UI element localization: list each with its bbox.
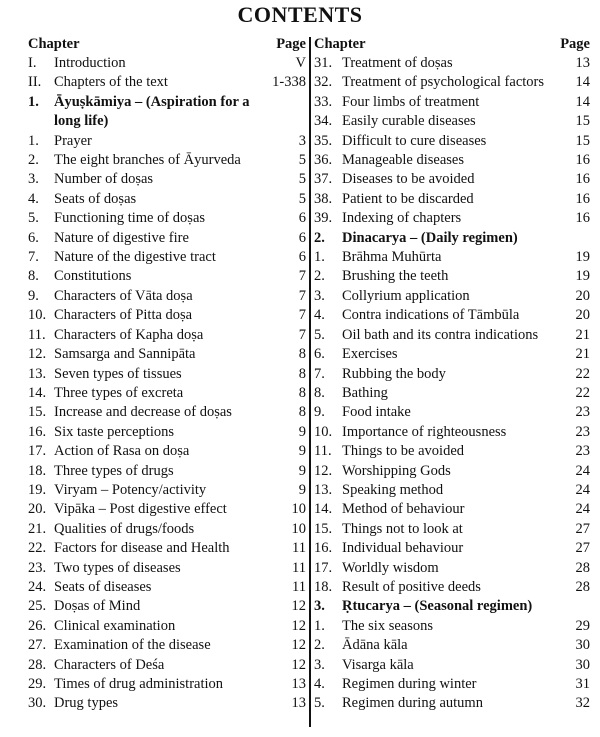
entry-number: 2. [314, 637, 325, 654]
page-heading: Page [560, 36, 590, 52]
entry-page-number: 24 [575, 481, 590, 498]
entry-page-number: 12 [291, 637, 306, 654]
entry-page-number: 21 [575, 346, 590, 363]
toc-list-right [314, 54, 590, 714]
entry-number: 14. [28, 384, 47, 401]
entry-page-number: 23 [575, 423, 590, 440]
entry-title: Factors for disease and Health [54, 540, 230, 557]
entry-number: 15. [314, 520, 333, 537]
entry-title: Exercises [342, 346, 398, 363]
entry-number: 37. [314, 171, 333, 188]
toc-entry [314, 520, 590, 539]
entry-title: Characters of Kapha doṣa [54, 326, 204, 343]
toc-entry [28, 403, 306, 422]
entry-title: Examination of the disease [54, 637, 211, 654]
entry-number: 30. [28, 695, 47, 712]
entry-number: 4. [314, 676, 325, 692]
right-column [314, 35, 590, 714]
toc-entry [314, 365, 590, 384]
entry-number: 6. [28, 229, 39, 246]
toc-entry [28, 597, 306, 616]
entry-page-number: 13 [575, 55, 590, 71]
entry-title: Dinacarya – (Daily regimen) [342, 229, 518, 246]
toc-entry [28, 384, 306, 403]
entry-number: 9. [28, 287, 39, 304]
entry-number: 8. [314, 384, 325, 401]
entry-page-number: 14 [575, 93, 590, 110]
entry-page-number: 32 [575, 695, 590, 712]
entry-number: 24. [28, 578, 47, 595]
toc-entry [28, 229, 306, 248]
entry-title: Individual behaviour [342, 540, 464, 557]
toc-entry [314, 578, 590, 597]
entry-title: Drug types [54, 695, 119, 712]
entry-page-number: 7 [298, 287, 306, 304]
entry-page-number: 9 [298, 443, 306, 460]
entry-title: Characters of Deśa [54, 656, 165, 673]
entry-number: 5. [314, 326, 325, 343]
column-divider [309, 37, 311, 727]
entry-page-number: 7 [298, 268, 306, 285]
toc-entry [28, 326, 306, 345]
entry-title: Seats of diseases [54, 578, 152, 595]
entry-page-number: 28 [575, 578, 590, 595]
entry-page-number: 16 [575, 210, 590, 227]
toc-entry [28, 559, 306, 578]
toc-entry [314, 442, 590, 461]
entry-title: Increase and decrease of doṣas [54, 404, 232, 421]
entry-number: 18. [314, 578, 333, 595]
entry-page-number: 15 [575, 132, 590, 149]
entry-title: Brāhma Muhūrta [342, 249, 442, 266]
entry-page-number: 31 [575, 676, 590, 692]
toc-entry [314, 636, 590, 655]
entry-page-number: 30 [575, 656, 590, 673]
toc-entry [28, 617, 306, 636]
toc-entry [28, 481, 306, 500]
toc-entry [28, 365, 306, 384]
entry-number: II. [28, 74, 42, 91]
entry-page-number: 16 [575, 190, 590, 207]
entry-number: 1. [28, 93, 39, 110]
toc-entry [314, 656, 590, 675]
toc-entry [314, 209, 590, 228]
entry-title: Bathing [342, 384, 388, 401]
entry-number: 10. [28, 307, 47, 324]
entry-page-number: 22 [575, 365, 590, 382]
entry-title: Āyuṣkāmiya – (Aspiration for a long life) [54, 93, 250, 130]
entry-page-number: 3 [298, 132, 306, 149]
toc-entry [28, 190, 306, 209]
entry-number: 38. [314, 190, 333, 207]
entry-page-number: 10 [291, 520, 306, 537]
entry-page-number: 6 [298, 249, 306, 266]
toc-entry [314, 423, 590, 442]
entry-title: Two types of diseases [54, 559, 181, 576]
entry-title: Introduction [54, 55, 126, 71]
toc-entry [314, 306, 590, 325]
entry-number: 18. [28, 462, 47, 479]
entry-page-number: 8 [298, 346, 306, 363]
toc-entry [28, 694, 306, 713]
entry-number: 16. [314, 540, 333, 557]
entry-number: 32. [314, 74, 333, 91]
entry-title: Seats of doṣas [54, 190, 137, 207]
entry-page-number: 10 [291, 501, 306, 518]
entry-page-number: 5 [298, 190, 306, 207]
entry-page-number: 11 [292, 559, 306, 576]
entry-page-number: 8 [298, 365, 306, 382]
entry-page-number: 23 [575, 404, 590, 421]
entry-page-number: 14 [575, 74, 590, 91]
entry-number: 19. [28, 481, 47, 498]
entry-number: 20. [28, 501, 47, 518]
entry-page-number: 27 [575, 540, 590, 557]
entry-title: Qualities of drugs/foods [54, 520, 195, 537]
entry-page-number: 19 [575, 249, 590, 266]
entry-page-number: 11 [292, 540, 306, 557]
toc-entry [28, 54, 306, 73]
entry-page-number: V [295, 55, 306, 71]
toc-entry [28, 267, 306, 286]
entry-title: Characters of Pitta doṣa [54, 307, 193, 324]
toc-entry [314, 93, 590, 112]
entry-title: Indexing of chapters [342, 210, 462, 227]
entry-title: Four limbs of treatment [342, 93, 480, 110]
entry-number: 8. [28, 268, 39, 285]
entry-number: 14. [314, 501, 333, 518]
entry-number: 3. [314, 598, 325, 615]
entry-page-number: 6 [298, 229, 306, 246]
entry-page-number: 29 [575, 617, 590, 634]
entry-number: 15. [28, 404, 47, 421]
entry-title: Doṣas of Mind [54, 598, 141, 615]
toc-entry [28, 151, 306, 170]
toc-entry [314, 403, 590, 422]
toc-entry [28, 170, 306, 189]
entry-title: Chapters of the text [54, 74, 168, 91]
entry-title: Vipāka – Post digestive effect [54, 501, 227, 518]
toc-entry [314, 675, 590, 694]
toc-entry [28, 675, 306, 694]
entry-page-number: 23 [575, 443, 590, 460]
entry-number: 13. [314, 481, 333, 498]
entry-number: 5. [314, 695, 325, 712]
entry-title: Result of positive deeds [342, 578, 481, 595]
entry-title: Speaking method [342, 481, 444, 498]
entry-number: 31. [314, 55, 333, 71]
entry-title: Patient to be discarded [342, 190, 474, 207]
toc-entry [314, 617, 590, 636]
entry-number: 13. [28, 365, 47, 382]
toc-section-heading [28, 93, 306, 132]
entry-title: Things to be avoided [342, 443, 465, 460]
entry-title: Worldly wisdom [342, 559, 439, 576]
entry-page-number: 5 [298, 171, 306, 188]
toc-entry [314, 694, 590, 713]
entry-page-number: 6 [298, 210, 306, 227]
entry-page-number: 5 [298, 152, 306, 169]
toc-entry [314, 112, 590, 131]
entry-page-number: 21 [575, 326, 590, 343]
entry-number: 1. [314, 249, 325, 266]
toc-entry [28, 539, 306, 558]
entry-page-number: 9 [298, 423, 306, 440]
entry-number: 9. [314, 404, 325, 421]
toc-entry [314, 267, 590, 286]
entry-page-number: 22 [575, 384, 590, 401]
chapter-heading: Chapter [314, 36, 366, 52]
entry-title: Manageable diseases [342, 152, 464, 169]
entry-title: Prayer [54, 132, 92, 149]
entry-page-number: 9 [298, 481, 306, 498]
entry-number: 7. [28, 249, 39, 266]
entry-title: Seven types of tissues [54, 365, 182, 382]
entry-title: Regimen during winter [342, 676, 477, 692]
entry-page-number: 20 [575, 307, 590, 324]
entry-page-number: 30 [575, 637, 590, 654]
entry-number: 25. [28, 598, 47, 615]
toc-entry [314, 170, 590, 189]
entry-number: 34. [314, 113, 333, 130]
entry-page-number: 19 [575, 268, 590, 285]
toc-entry [314, 190, 590, 209]
toc-entry [314, 345, 590, 364]
toc-entry [314, 73, 590, 92]
entry-title: Rubbing the body [342, 365, 446, 382]
entry-number: 17. [314, 559, 333, 576]
entry-number: I. [28, 55, 37, 71]
toc-entry [314, 539, 590, 558]
entry-title: Functioning time of doṣas [54, 210, 206, 227]
entry-page-number: 20 [575, 287, 590, 304]
entry-page-number: 16 [575, 171, 590, 188]
entry-title: Contra indications of Tāmbūla [342, 307, 520, 324]
entry-title: Diseases to be avoided [342, 171, 475, 188]
entry-number: 2. [314, 268, 325, 285]
entry-number: 1. [314, 617, 325, 634]
entry-title: Brushing the teeth [342, 268, 449, 285]
toc-section-heading [314, 229, 590, 248]
toc-entry [28, 636, 306, 655]
toc-section-heading [314, 597, 590, 616]
entry-number: 33. [314, 93, 333, 110]
entry-page-number: 24 [575, 501, 590, 518]
toc-entry [314, 151, 590, 170]
entry-page-number: 16 [575, 152, 590, 169]
entry-page-number: 24 [575, 462, 590, 479]
toc-entry [314, 248, 590, 267]
entry-number: 3. [314, 656, 325, 673]
entry-page-number: 1-338 [272, 74, 306, 91]
entry-page-number: 9 [298, 462, 306, 479]
entry-page-number: 15 [575, 113, 590, 130]
entry-page-number: 7 [298, 307, 306, 324]
toc-entry [314, 54, 590, 73]
left-column [28, 35, 306, 714]
entry-number: 2. [314, 229, 325, 246]
entry-page-number: 12 [291, 617, 306, 634]
entry-title: Number of doṣas [54, 171, 154, 188]
entry-number: 12. [314, 462, 333, 479]
entry-title: Worshipping Gods [342, 462, 451, 479]
page-title: CONTENTS [237, 2, 363, 27]
toc-entry [28, 345, 306, 364]
toc-entry [28, 442, 306, 461]
entry-number: 6. [314, 346, 325, 363]
toc-entry [314, 287, 590, 306]
entry-title: Samsarga and Sannipāta [54, 346, 196, 363]
toc-entry [28, 248, 306, 267]
entry-number: 11. [28, 326, 46, 343]
entry-page-number: 12 [291, 598, 306, 615]
entry-number: 16. [28, 423, 47, 440]
entry-title: Difficult to cure diseases [342, 132, 487, 149]
entry-title: The six seasons [342, 617, 434, 634]
toc-entry [314, 384, 590, 403]
toc-entry [28, 306, 306, 325]
entry-title: Three types of excreta [54, 384, 184, 401]
entry-title: Treatment of doṣas [342, 55, 453, 71]
entry-title: Viryam – Potency/activity [54, 481, 207, 498]
entry-title: Characters of Vāta doṣa [54, 287, 193, 304]
entry-number: 28. [28, 656, 47, 673]
entry-title: Collyrium application [342, 287, 470, 304]
entry-title: Easily curable diseases [342, 113, 476, 130]
entry-number: 23. [28, 559, 47, 576]
entry-number: 1. [28, 132, 39, 149]
toc-entry [28, 656, 306, 675]
entry-title: Times of drug administration [54, 676, 224, 692]
toc-entry [314, 500, 590, 519]
entry-number: 10. [314, 423, 333, 440]
entry-page-number: 8 [298, 384, 306, 401]
toc-entry [28, 423, 306, 442]
entry-title: Regimen during autumn [342, 695, 483, 712]
entry-page-number: 13 [291, 695, 306, 712]
entry-title: Food intake [342, 404, 411, 421]
entry-title: Ṛtucarya – (Seasonal regimen) [342, 598, 533, 615]
column-header [314, 35, 590, 54]
entry-title: Ādāna kāla [342, 637, 408, 654]
entry-title: Treatment of psychological factors [342, 74, 545, 91]
entry-title: Importance of righteousness [342, 423, 507, 440]
entry-page-number: 12 [291, 656, 306, 673]
entry-title: Nature of digestive fire [54, 229, 189, 246]
entry-page-number: 8 [298, 404, 306, 421]
entry-number: 4. [314, 307, 325, 324]
toc-entry [314, 559, 590, 578]
entry-number: 22. [28, 540, 47, 557]
toc-entry [28, 578, 306, 597]
toc-entry [28, 132, 306, 151]
entry-number: 26. [28, 617, 47, 634]
entry-title: Six taste perceptions [54, 423, 175, 440]
entry-number: 5. [28, 210, 39, 227]
entry-number: 36. [314, 152, 333, 169]
toc-entry [28, 73, 306, 92]
toc-entry [314, 462, 590, 481]
toc-entry [314, 481, 590, 500]
toc-list-left [28, 54, 306, 714]
toc-entry [28, 500, 306, 519]
chapter-heading: Chapter [28, 36, 80, 52]
entry-number: 12. [28, 346, 47, 363]
entry-number: 2. [28, 152, 39, 169]
entry-title: Visarga kāla [342, 656, 414, 673]
entry-number: 4. [28, 190, 39, 207]
column-header [28, 35, 306, 54]
entry-number: 3. [28, 171, 39, 188]
entry-number: 29. [28, 676, 47, 692]
entry-title: Three types of drugs [54, 462, 174, 479]
toc-entry [28, 209, 306, 228]
entry-title: Nature of the digestive tract [54, 249, 216, 266]
entry-number: 27. [28, 637, 47, 654]
entry-page-number: 13 [291, 676, 306, 692]
entry-page-number: 7 [298, 326, 306, 343]
toc-entry [28, 462, 306, 481]
entry-page-number: 27 [575, 520, 590, 537]
toc-entry [314, 326, 590, 345]
toc-entry [314, 132, 590, 151]
entry-number: 3. [314, 287, 325, 304]
entry-title: Oil bath and its contra indications [342, 326, 539, 343]
page-heading: Page [276, 36, 306, 52]
entry-number: 21. [28, 520, 47, 537]
entry-title: Things not to look at [342, 520, 463, 537]
entry-number: 39. [314, 210, 333, 227]
entry-page-number: 28 [575, 559, 590, 576]
entry-title: The eight branches of Āyurveda [54, 152, 241, 169]
entry-title: Clinical examination [54, 617, 176, 634]
entry-title: Constitutions [54, 268, 132, 285]
entry-number: 11. [314, 443, 332, 460]
entry-page-number: 11 [292, 578, 306, 595]
entry-title: Method of behaviour [342, 501, 465, 518]
entry-number: 7. [314, 365, 325, 382]
entry-number: 35. [314, 132, 333, 149]
entry-number: 17. [28, 443, 47, 460]
toc-entry [28, 287, 306, 306]
toc-entry [28, 520, 306, 539]
entry-title: Action of Rasa on doṣa [54, 443, 190, 460]
